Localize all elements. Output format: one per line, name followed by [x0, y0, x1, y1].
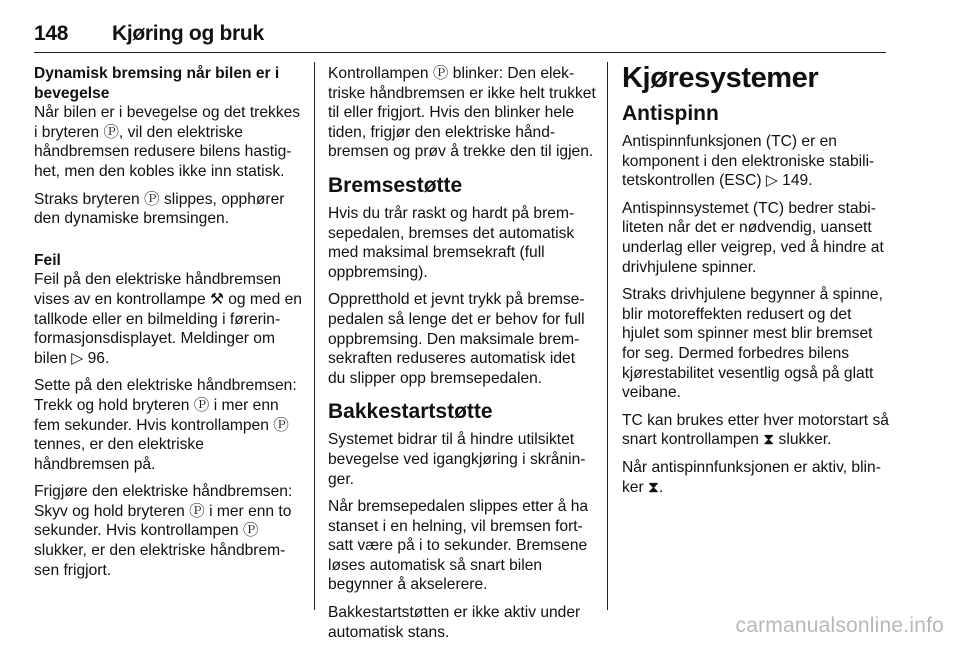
paragraph: Når bremsepedalen slippes etter å ha stanset i en helning, vil bremsen fortsatt være på i to sekunder. Bremsene løses automatisk så snart bilen begynner å akselerere.	[328, 498, 589, 594]
paragraph: Når antispinnfunksjonen er aktiv, blinker ⧗.	[622, 458, 881, 496]
paragraph: Når bilen er i bevegelse og det trekkes i bryteren Ⓟ, vil den elektriske håndbremsen redusere bilens hastighet, men den kobles ikke inn statisk.	[34, 104, 301, 180]
column-divider-1	[314, 62, 315, 610]
paragraph: Hvis du trår raskt og hardt på bremsepedalen, bremses det automatisk med maksimal bremsekraft (full oppbremsing).	[328, 204, 575, 281]
paragraph: Antispinnsystemet (TC) bedrer stabiliteten når det er nødvendig, uansett underlag eller veigrep, ved å hindre at drivhjulene spinner.	[622, 199, 884, 276]
paragraph: Feil på den elektriske håndbremsen vises av en kontrollampe ⚒ og med en tallkode eller en bilmelding i førerinformasjonsdisplayet. Meldinger om bilen ▷ 96.	[34, 271, 302, 367]
paragraph: Kontrollampen Ⓟ blinker: Den elektriske håndbremsen er ikke helt trukket til eller frigjort. Hvis den blinker hele tiden, frigjør den elektriske håndbremsen og prøv å trekke den til igjen.	[328, 65, 596, 161]
paragraph: Systemet bidrar til å hindre utilsiktet bevegelse ved igangkjøring i skråninger.	[328, 431, 586, 488]
paragraph: Straks drivhjulene begynner å spinne, blir motoreffekten redusert og det hjulet som spinner mest blir bremset for seg. Dermed forbedres bilens kjørestabilitet vesentlig også på glatt veibane.	[622, 286, 883, 402]
paragraph: Oppretthold et jevnt trykk på bremsepedalen så lenge det er behov for full oppbremsing. Den maksimale bremsekraften reduseres automatisk idet du slipper opp bremsepedalen.	[328, 291, 585, 387]
subheading-dynamic-braking: Dynamisk bremsing når bilen er i bevegelse	[34, 65, 280, 102]
section-title: Kjøring og bruk	[112, 22, 264, 45]
paragraph: Straks bryteren Ⓟ slippes, opphører den dynamiske bremsingen.	[34, 190, 285, 228]
paragraph: Antispinnfunksjonen (TC) er en komponent i den elektroniske stabilitetskontrollen (ESC) ▷ 149.	[622, 133, 875, 190]
heading-traction-control: Antispinn	[622, 102, 719, 125]
heading-brake-assist: Bremsestøtte	[328, 173, 463, 197]
column-divider-2	[607, 62, 608, 610]
watermark: carmanualsonline.info	[735, 614, 944, 637]
paragraph: Bakkestartstøtten er ikke aktiv under automatisk stans.	[328, 604, 581, 641]
paragraph: Sette på den elektriske håndbremsen: Trekk og hold bryteren Ⓟ i mer enn fem sekunder. Hvis kontrollampen Ⓟ tennes, er den elektriske håndbremsen på.	[34, 377, 297, 473]
heading-driving-systems: Kjøresystemer	[622, 62, 819, 94]
heading-hill-start-assist: Bakkestartstøtte	[328, 400, 493, 424]
paragraph: TC kan brukes etter hver motorstart så snart kontrollampen ⧗ slukker.	[622, 411, 889, 449]
column-1	[34, 64, 302, 588]
column-2	[328, 64, 596, 650]
page-number: 148	[34, 22, 69, 45]
column-3	[622, 64, 890, 505]
page-header	[34, 22, 886, 53]
paragraph: Frigjøre den elektriske håndbremsen: Skyv og hold bryteren Ⓟ i mer enn to sekunder. Hvis kontrollampen Ⓟ slukker, er den elektriske håndbremsen frigjort.	[34, 483, 293, 579]
subheading-fault: Feil	[34, 251, 61, 269]
